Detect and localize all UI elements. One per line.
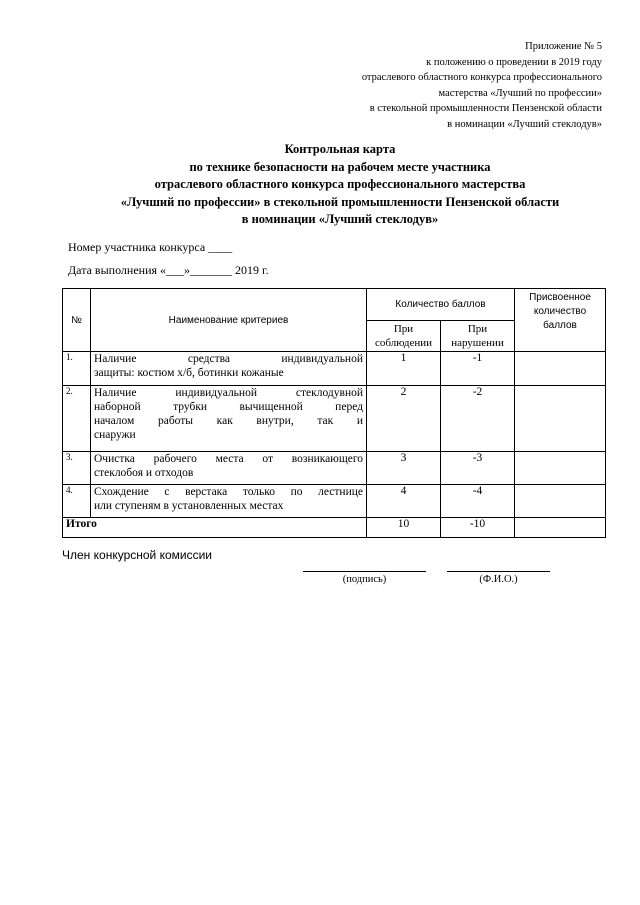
commission-label: Член конкурсной комиссии <box>62 548 212 562</box>
total-row <box>63 518 606 538</box>
header-points: Количество баллов <box>367 289 515 321</box>
row-compliance: 1 <box>367 352 441 386</box>
criteria-line: снаружи <box>94 429 136 441</box>
table-row <box>63 352 606 386</box>
appendix-block <box>202 39 602 132</box>
table-row <box>63 452 606 485</box>
row-assigned <box>515 352 606 386</box>
row-number: 4. <box>63 485 91 518</box>
appendix-line: мастерства «Лучший по профессии» <box>438 87 602 99</box>
document-title <box>40 141 640 229</box>
completion-date-field: Дата выполнения «___»_______ 2019 г. <box>68 263 269 277</box>
header-row <box>63 289 606 321</box>
title-line: отраслевого областного конкурса профессионального мастерства <box>154 177 526 191</box>
total-assigned <box>515 518 606 538</box>
criteria-line: началом работы как внутри, так и <box>94 415 363 427</box>
row-assigned <box>515 452 606 485</box>
header-violation: При нарушении <box>441 321 515 352</box>
title-line: в номинации «Лучший стеклодув» <box>241 212 439 226</box>
title-line: по технике безопасности на рабочем месте участника <box>189 159 491 174</box>
row-assigned <box>515 485 606 518</box>
title-line: «Лучший по профессии» в стекольной промышленности Пензенской области <box>120 194 560 209</box>
row-criteria <box>91 452 367 485</box>
row-criteria <box>91 386 367 452</box>
header-num: № <box>63 289 91 352</box>
header-compliance: При соблюдении <box>367 321 441 352</box>
row-number: 2. <box>63 386 91 452</box>
criteria-line: защиты: костюм х/б, ботинки кожаные <box>94 367 284 379</box>
table-row <box>63 386 606 452</box>
row-violation: -3 <box>441 452 515 485</box>
signature-line <box>303 571 426 572</box>
participant-number-field: Номер участника конкурса ____ <box>68 240 233 254</box>
row-compliance: 3 <box>367 452 441 485</box>
criteria-line: или ступеням в установленных местах <box>94 500 284 512</box>
header-assigned: Присвоенное количество баллов <box>515 289 606 352</box>
table-row <box>63 485 606 518</box>
criteria-line: стеклобоя и отходов <box>94 467 194 479</box>
header-criteria: Наименование критериев <box>91 289 367 352</box>
appendix-line: в стекольной промышленности Пензенской области <box>369 103 602 114</box>
row-compliance: 4 <box>367 485 441 518</box>
criteria-table <box>62 288 606 538</box>
name-line <box>447 571 550 572</box>
row-assigned <box>515 386 606 452</box>
criteria-line: Очистка рабочего места от возникающего <box>94 453 363 465</box>
signature-label: (подпись) <box>342 574 387 585</box>
criteria-line: наборной трубки вычищенной перед <box>94 401 363 413</box>
row-violation: -1 <box>441 352 515 386</box>
name-label: (Ф.И.О.) <box>479 574 518 585</box>
total-label: Итого <box>63 518 367 538</box>
row-number: 1. <box>63 352 91 386</box>
row-violation: -2 <box>441 386 515 452</box>
row-criteria <box>91 485 367 518</box>
row-compliance: 2 <box>367 386 441 452</box>
criteria-line: Наличие индивидуальной стеклодувной <box>94 387 363 399</box>
total-compliance: 10 <box>367 518 441 538</box>
appendix-line: к положению о проведении в 2019 году <box>426 56 602 68</box>
title-line: Контрольная карта <box>284 142 396 156</box>
row-criteria <box>91 352 367 386</box>
criteria-line: Схождение с верстака только по лестнице <box>94 486 363 498</box>
row-violation: -4 <box>441 485 515 518</box>
total-violation: -10 <box>441 518 515 538</box>
appendix-line: в номинации «Лучший стеклодув» <box>447 118 602 130</box>
appendix-line: Приложение № 5 <box>525 41 602 52</box>
appendix-line: отраслевого областного конкурса профессионального <box>361 72 602 83</box>
row-number: 3. <box>63 452 91 485</box>
criteria-line: Наличие средства индивидуальной <box>94 353 363 365</box>
